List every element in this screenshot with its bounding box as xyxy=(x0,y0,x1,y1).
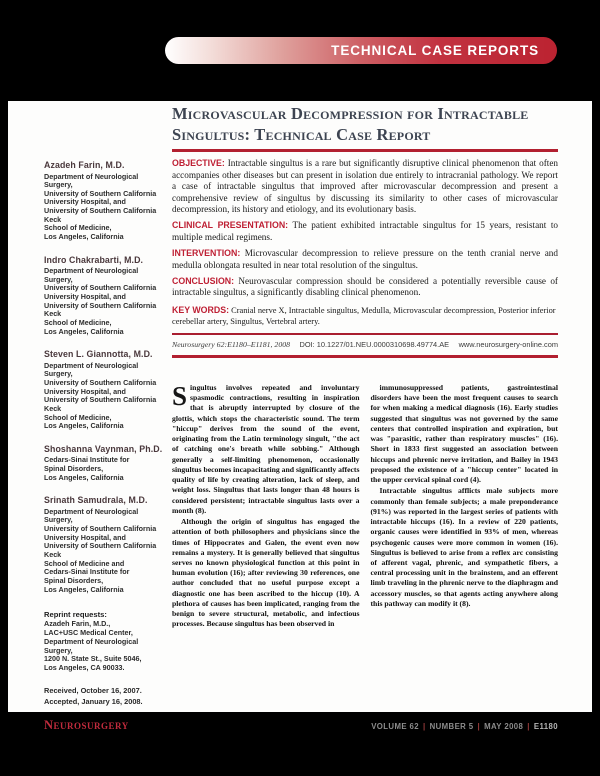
footer-number: NUMBER 5 xyxy=(429,722,474,731)
citation-row xyxy=(172,340,558,350)
body-paragraph: Although the origin of singultus has engaged the attention of both philosophers and physicians since the times of Hippocrates and Galen, the event even now remains a mystery. It is generally believed that singultus serves no known physiological function at this point in human evolution (16); after reviewing 30 references, one author concluded that no useful purpose except a diagnostic one has been ascribed to the hiccup (10). A plethora of causes has been implicated, ranging from the benign to severe structural, metabolic, and infectious processes. Because singultus has been observed in xyxy=(172,517,360,629)
abstract-section-text: Neurovascular compression should be considered a potentially reversible cause of intractable singultus, a significantly disabling clinical phenomenon. xyxy=(172,275,558,298)
body-paragraph: Intractable singultus afflicts male subjects more commonly than female subjects; a male preponderance (91%) was reported in the largest series of patients with intractable hiccups (16). In a review of 220 patients, organic causes were identified in 93% of men, whereas psychogenic causes were more common in women (16). Singultus is believed to arise from a reflex arc consisting of afferent vagal, phrenic, and sympathetic fibers, a central processing unit in the brainstem, and an efferent limb traveling in the phrenic nerve to the diaphragm and accessory muscles, so that agents acting anywhere along this pathway can modify it (8). xyxy=(370,486,558,608)
reprint-address-line: LAC+USC Medical Center, xyxy=(44,627,133,637)
author-list xyxy=(44,160,168,594)
footer-issue-info xyxy=(371,722,558,731)
author-affiliation-line: Department of Neurological Surgery, xyxy=(44,171,139,190)
footer-date: MAY 2008 xyxy=(484,722,524,731)
footer-separator: | xyxy=(422,722,426,731)
abstract-section-label: INTERVENTION: xyxy=(172,248,241,259)
abstract-divider-rule xyxy=(172,333,558,335)
abstract-section-label: CONCLUSION: xyxy=(172,275,235,286)
author-affiliation-line: University of Southern California Keck xyxy=(44,206,157,224)
author-affiliation-line: University of Southern California Keck xyxy=(44,300,157,319)
author-affiliation-line: University of Southern California Keck xyxy=(44,395,157,413)
abstract-sections xyxy=(172,158,558,299)
reprint-address-line: 1200 N. State St., Suite 5046, xyxy=(44,654,142,664)
author-block xyxy=(44,495,168,594)
footer-separator: | xyxy=(477,722,481,731)
received-date: Received, October 16, 2007. xyxy=(44,685,142,695)
author-affiliation-line: University Hospital, and xyxy=(44,532,126,542)
doi-text: DOI: 10.1227/01.NEU.0000310698.49774.AE xyxy=(299,339,450,349)
author-affiliation-line: University Hospital, and xyxy=(44,197,126,207)
author-affiliation-line: Los Angeles, California xyxy=(44,326,124,336)
author-sidebar xyxy=(44,160,168,707)
page-footer xyxy=(44,718,558,733)
submission-dates xyxy=(44,685,168,707)
author-affiliation-line: School of Medicine and xyxy=(44,558,125,568)
author-affiliation-line: University of Southern California Keck xyxy=(44,541,157,559)
reprint-address-line: Los Angeles, CA 90033. xyxy=(44,663,125,673)
footer-volume: VOLUME 62 xyxy=(371,722,419,731)
footer-journal-name: Neurosurgery xyxy=(44,718,129,732)
author-affiliation-line: Los Angeles, California xyxy=(44,421,124,431)
reprint-requests-block xyxy=(44,610,168,673)
abstract-section-text: The patient exhibited intractable singultus for 15 years, resistant to multiple medical regimens. xyxy=(172,220,558,243)
reprint-address xyxy=(44,620,168,673)
author-affiliation-line: University of Southern California xyxy=(44,188,157,198)
abstract-section xyxy=(172,276,558,299)
author-affiliation-line: Department of Neurological Surgery, xyxy=(44,506,139,525)
abstract-section-text: Microvascular decompression to relieve pressure on the tenth cranial nerve and medulla oblongata resulted in near total resolution of the singultus. xyxy=(172,248,558,270)
author-block xyxy=(44,349,168,431)
author-block xyxy=(44,255,168,337)
abstract-section-text: Intractable singultus is a rare but significantly disruptive clinical phenomenon that often accompanies other diseases but can present in isolation due entirely to intracranial pathology. We report a case of intractable singultus that improved after microvascular decompression and present a comprehensive review of singultus by discussing its similarity to other cases of microvascular decompression, its history and etiology, and its evolutionary basis. xyxy=(172,158,558,215)
abstract-section xyxy=(172,158,558,216)
author-affiliation-line: Spinal Disorders, xyxy=(44,575,104,585)
footer-page-number: E1180 xyxy=(533,722,558,731)
author-affiliation-line: Spinal Disorders, xyxy=(44,464,104,474)
abstract-box xyxy=(172,158,558,358)
reprint-address-line: Department of Neurological Surgery, xyxy=(44,636,139,655)
body-paragraph: Singultus involves repeated and involuntary spasmodic contractions, resulting in inspiration that is abruptly interrupted by closure of the glottis, which stops the characteristic sound. The term "hiccup" derives from the sound of the event, originating from the Latin terminology singult, "the act of catching one's breath while sobbing." Although generally a self-limiting phenomenon, occasionally singultus becomes incapacitating and significantly affects quality of life by creating alteration, lack of sleep, and weight loss. Singultus that lasts longer than 48 hours is considered persistent; intractable singultus lasts over a month (8). xyxy=(172,383,360,515)
section-banner xyxy=(165,37,557,64)
keywords-label: KEY WORDS: xyxy=(172,305,230,316)
body-paragraph: immunosuppressed patients, gastrointestinal disorders have been the most frequent causes to search for when making a medical diagnosis (16). Early studies suggested that singultus was not governed by the same centers that controlled inspiration and expiration, but was "parasitic, rather than respiratory muscles" (16). Short in 1833 first suggested an association between hiccups and phrenic nerve irritation, and Bailey in 1943 proposed the existence of a "hiccup center" located in the upper cervical spinal cord (4). xyxy=(370,383,558,485)
keywords-row xyxy=(172,305,558,327)
author-affiliation-line: University of Southern California xyxy=(44,524,157,534)
abstract-section xyxy=(172,220,558,243)
abstract-section-label: CLINICAL PRESENTATION: xyxy=(172,220,289,231)
abstract-section-label: OBJECTIVE: xyxy=(172,158,225,168)
author-name: Shoshanna Vaynman, Ph.D. xyxy=(44,443,163,454)
section-banner-label: TECHNICAL CASE REPORTS xyxy=(331,43,539,58)
author-block xyxy=(44,160,168,242)
author-affiliation-line: School of Medicine, xyxy=(44,412,112,422)
author-block xyxy=(44,444,168,482)
article-body xyxy=(172,383,558,711)
author-affiliation-line: Los Angeles, California xyxy=(44,584,124,594)
article-title: Microvascular Decompression for Intractable Singultus: Technical Case Report xyxy=(172,104,529,144)
author-affiliation-line: School of Medicine, xyxy=(44,317,112,327)
author-affiliation-line: Los Angeles, California xyxy=(44,472,124,482)
author-affiliation-line: University of Southern California xyxy=(44,378,157,388)
author-affiliation-line: School of Medicine, xyxy=(44,223,112,233)
author-affiliation-line: University Hospital, and xyxy=(44,386,126,396)
abstract-bottom-rule xyxy=(172,355,558,358)
author-affiliation-line: Cedars-Sinai Institute for xyxy=(44,455,130,465)
author-affiliation-line: Cedars-Sinai Institute for xyxy=(44,567,130,577)
citation-text: Neurosurgery 62:E1180–E1181, 2008 xyxy=(172,339,291,349)
author-affiliation-line: Los Angeles, California xyxy=(44,231,124,241)
reprint-requests-label: Reprint requests: xyxy=(44,610,107,620)
accepted-date: Accepted, January 16, 2008. xyxy=(44,697,143,706)
author-affiliation-line: University of Southern California xyxy=(44,283,157,293)
author-name: Steven L. Giannotta, M.D. xyxy=(44,349,153,360)
journal-url-link[interactable]: www.neurosurgery-online.com xyxy=(458,339,558,349)
reprint-address-line: Azadeh Farin, M.D., xyxy=(44,619,111,629)
author-name: Srinath Samudrala, M.D. xyxy=(44,495,148,506)
abstract-section xyxy=(172,248,558,271)
author-affiliation-line: Department of Neurological Surgery, xyxy=(44,266,139,284)
title-rule xyxy=(172,149,558,152)
author-affiliation-line: Department of Neurological Surgery, xyxy=(44,360,139,379)
footer-separator: | xyxy=(527,722,530,731)
author-name: Azadeh Farin, M.D. xyxy=(44,160,125,170)
author-affiliation-line: University Hospital, and xyxy=(44,292,126,302)
author-name: Indro Chakrabarti, M.D. xyxy=(44,254,144,265)
keywords-text: Cranial nerve X, Intractable singultus, Medulla, Microvascular decompression, Posterior inferior cerebellar artery, Singultus, Vertebral artery. xyxy=(172,306,556,326)
